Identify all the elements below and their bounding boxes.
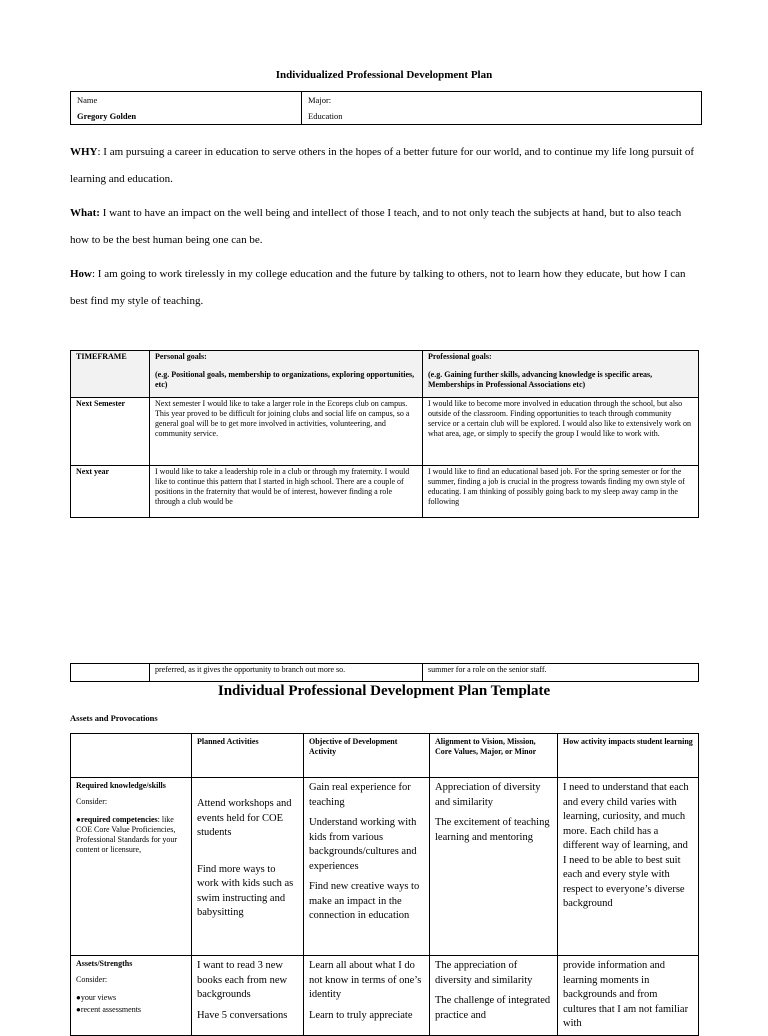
template-title: Individual Professional Development Plan Template [217, 683, 551, 699]
major-label: Major: [308, 95, 332, 105]
planned-activities-header: Planned Activities [192, 734, 304, 778]
name-label: Name [77, 95, 98, 105]
what-label: What: [70, 207, 100, 219]
row-next-year-professional: I would like to find an educational based job. For the spring semester or for the summer, finding a job is crucial in the progress towards finding my own style of educating. I am thinking of possibly going back to my sleep away camp in the following [423, 466, 699, 518]
what-statement [70, 200, 700, 254]
template-subtitle: Assets and Provocations [70, 713, 158, 723]
template-table [70, 733, 699, 1036]
row-next-semester-personal: Next semester I would like to take a larger role in the Ecoreps club on campus. This year proved to be difficult for joining clubs and social life on campus, so a general goal will be to get more involved in activities, volunteering, and community service. [150, 398, 423, 466]
name-major-table [70, 91, 702, 125]
why-statement [70, 139, 700, 193]
how-label: How [70, 268, 92, 280]
why-label: WHY [70, 146, 98, 158]
document-title: Individualized Professional Development Plan [275, 69, 493, 81]
goals-table [70, 350, 699, 518]
row-next-semester-label: Next Semester [71, 398, 150, 466]
impact-1: I need to understand that each and every child varies with learning, curiosity, and much more. Each child has a different way of learning, and I need to be able to best suit each and every style with respect to everyone’s diverse background [558, 778, 699, 956]
cont-label-cell [71, 664, 150, 682]
goals-table-continued [70, 663, 699, 682]
template-header-blank [71, 734, 192, 778]
objective-2: Learn all about what I do not know in terms of one’s identity Learn to truly appreciate [304, 956, 430, 1036]
what-text: I want to have an impact on the well being and intellect of those I teach, and to not only teach the subjects at hand, but to also teach how to be the best human being one can be. [70, 207, 682, 246]
why-text: : I am pursuing a career in education to serve others in the hopes of a better future for our world, and to continue my life long pursuit of learning and education. [70, 146, 695, 185]
competencies-text: ●required competencies: like COE Core Value Proficiencies, Professional Standards for your content or licensure, [76, 815, 178, 854]
consider-label: Consider: [76, 797, 108, 806]
row-next-year-personal: I would like to take a leadership role in a club or through my fraternity. I would like to continue this pattern that I started in high school. There are a couple of positions in the fraternity that would be of interest, however finding a role through a club would be [150, 466, 423, 518]
personal-goals-header: Personal goals: (e.g. Positional goals, membership to organizations, exploring opportunities, etc) [150, 351, 423, 398]
planned-activities-2: I want to read 3 new books each from new backgrounds Have 5 conversations [192, 956, 304, 1036]
professional-goals-header: Professional goals: (e.g. Gaining further skills, advancing knowledge is specific areas, Memberships in Professional Associations etc) [423, 351, 699, 398]
cont-professional: summer for a role on the senior staff. [423, 664, 699, 682]
impact-2: provide information and learning moments in backgrounds and from cultures that I am not familiar with [558, 956, 699, 1036]
cont-personal: preferred, as it gives the opportunity to branch out more so. [150, 664, 423, 682]
row-next-year-label: Next year [71, 466, 150, 518]
how-text: : I am going to work tirelessly in my college education and the future by talking to others, not to learn how they educate, but how I can best find my style of teaching. [70, 268, 686, 307]
alignment-header: Alignment to Vision, Mission, Core Values, Major, or Minor [430, 734, 558, 778]
required-knowledge-cell [71, 778, 192, 956]
major-value: Education [308, 111, 343, 121]
row-next-semester-professional: I would like to become more involved in education through the school, but also outside of the classroom. Finding opportunities to teach through community service or a certain club will be explored. I would also like to extensively work on what area, age, or simply to specify the group I would like to work with. [423, 398, 699, 466]
name-value: Gregory Golden [77, 111, 137, 121]
timeframe-header: TIMEFRAME [71, 351, 150, 398]
objective-header: Objective of Development Activity [304, 734, 430, 778]
planned-activities-1: Attend workshops and events held for COE students Find more ways to work with kids such as swim instructing and babysitting [192, 778, 304, 956]
required-knowledge-label: Required knowledge/skills [76, 781, 166, 790]
impact-header: How activity impacts student learning [558, 734, 699, 778]
objective-1: Gain real experience for teaching Understand working with kids from various backgrounds/cultures and experiences Find new creative ways to make an impact in the connection in education [304, 778, 430, 956]
how-statement [70, 261, 700, 315]
assets-strengths-cell: Assets/Strengths Consider: ●your views ●recent assessments [71, 956, 192, 1036]
alignment-1: Appreciation of diversity and similarity The excitement of teaching learning and mentoring [430, 778, 558, 956]
major-cell [302, 92, 702, 125]
name-cell [71, 92, 302, 125]
alignment-2: The appreciation of diversity and similarity The challenge of integrated practice and [430, 956, 558, 1036]
